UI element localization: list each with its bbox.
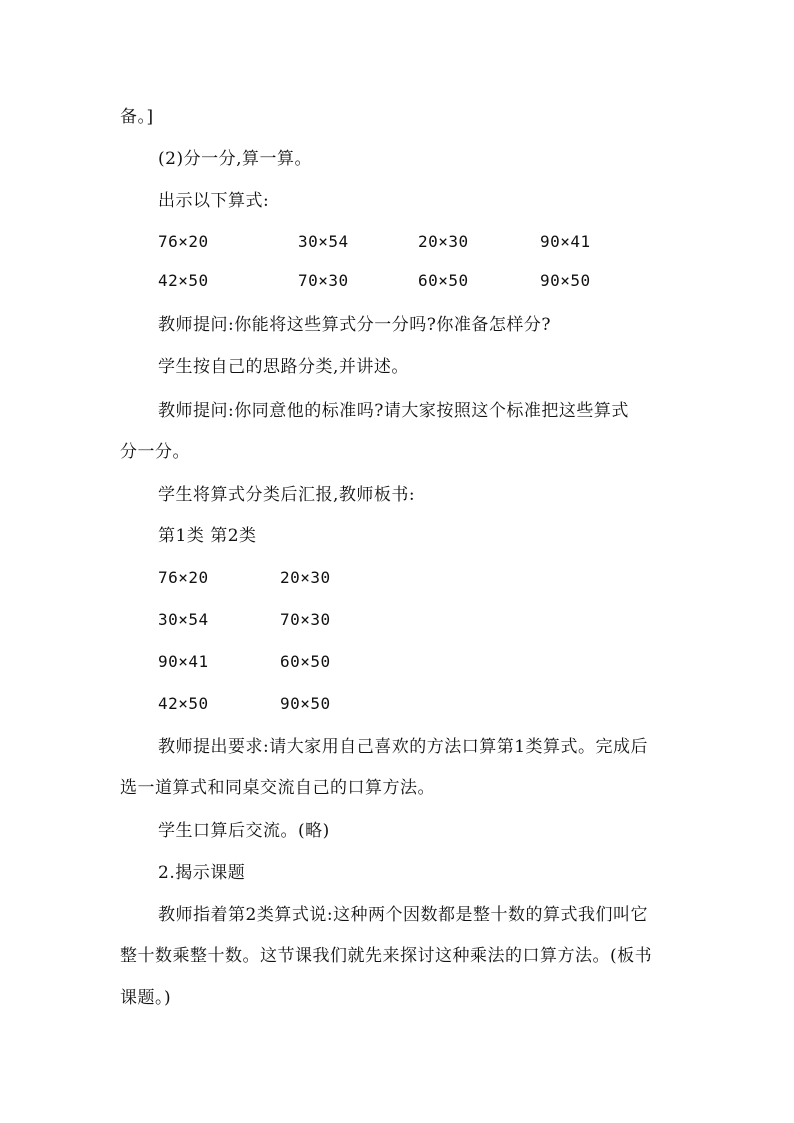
formula: 90×50 (280, 694, 331, 713)
formula: 60×50 (418, 271, 469, 290)
paragraph-line: 学生按自己的思路分类,并讲述。 (158, 357, 409, 377)
formula: 20×30 (418, 232, 469, 251)
paragraph-line: 第1类 第2类 (158, 526, 257, 546)
formula: 90×41 (540, 232, 591, 251)
formula: 60×50 (280, 652, 331, 671)
section-heading: (2)分一分,算一算。 (158, 149, 312, 169)
paragraph-line: 学生口算后交流。(略) (158, 821, 330, 841)
paragraph-line: 选一道算式和同桌交流自己的口算方法。 (120, 778, 435, 798)
formula: 70×30 (280, 610, 331, 629)
paragraph-line: 整十数乘整十数。这节课我们就先来探讨这种乘法的口算方法。(板书 (120, 946, 653, 966)
paragraph-line: 教师提问:你同意他的标准吗?请大家按照这个标准把这些算式 (158, 401, 629, 421)
formula: 42×50 (158, 694, 209, 713)
section-heading: 2.揭示课题 (158, 863, 246, 883)
formula: 30×54 (298, 232, 349, 251)
paragraph-line: 分一分。 (120, 442, 190, 462)
formula: 42×50 (158, 271, 209, 290)
paragraph-line: 教师提出要求:请大家用自己喜欢的方法口算第1类算式。完成后 (158, 737, 649, 757)
formula: 90×41 (158, 652, 209, 671)
paragraph-line: 学生将算式分类后汇报,教师板书: (158, 485, 416, 505)
paragraph-line: 出示以下算式: (158, 191, 270, 211)
formula: 20×30 (280, 568, 331, 587)
paragraph-line: 教师提问:你能将这些算式分一分吗?你准备怎样分? (158, 315, 551, 335)
formula: 90×50 (540, 271, 591, 290)
formula: 30×54 (158, 610, 209, 629)
formula: 70×30 (298, 271, 349, 290)
paragraph-line: 备。] (120, 107, 154, 127)
paragraph-line: 教师指着第2类算式说:这种两个因数都是整十数的算式我们叫它 (158, 905, 649, 925)
paragraph-line: 课题。) (120, 988, 172, 1008)
formula: 76×20 (158, 568, 209, 587)
formula: 76×20 (158, 232, 209, 251)
